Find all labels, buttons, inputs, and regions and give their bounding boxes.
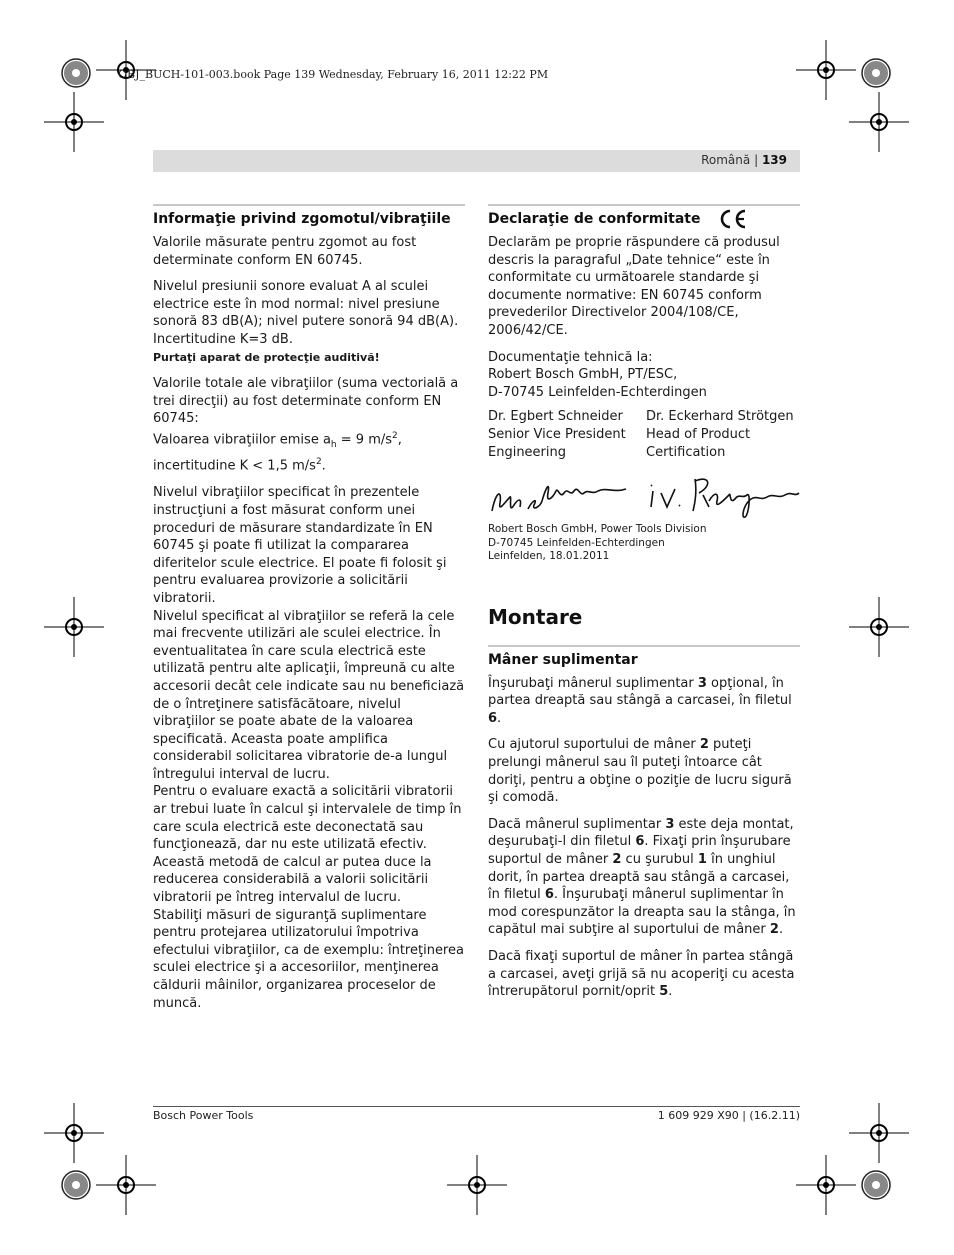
signatory-2-dept: Certification [646, 444, 726, 460]
crosshair-bl2 [44, 1103, 104, 1163]
crosshair-tr2 [849, 92, 909, 152]
printer-line: OBJ_BUCH-101-003.book Page 139 Wednesday, February 16, 2011 12:22 PM [118, 68, 549, 81]
section-rule [488, 204, 800, 206]
noise-paragraph-2: Nivelul presiunii sonore evaluat A al sculei electrice este în mod normal: nivel presiune sonoră 83 dB(A); nivel putere sonoră 94 dB(A). [153, 279, 459, 330]
tech-doc-label: Documentaţie tehnică la: [488, 349, 653, 365]
vibration-paragraph-4: Pentru o evaluare exactă a solicitării vibratorii ar trebui luate în calcul şi intervalele de timp în care scula electrică este deconectată sau funcţionează, dar nu este utilizată efectiv. Această metodă de calcul ar putea duce la reducerea considerabilă a valorii solicitării vibratorii pe întreg intervalul de lucru. [153, 784, 462, 906]
company-line-2: D-70745 Leinfelden-Echterdingen [488, 536, 665, 549]
signatory-1-name: Dr. Egbert Schneider [488, 409, 623, 425]
vibration-paragraph-2: Nivelul vibraţiilor specificat în prezentele instrucţiuni a fost măsurat conform unei proceduri de măsurare standardizate în EN 60745 şi poate fi utilizat la compararea diferitelor scule electrice. El poate fi folosit şi pentru evaluarea provizorie a solicitării vibratorii. [153, 485, 447, 606]
header-language: Română [701, 153, 751, 167]
handle-paragraph-4: Dacă fixaţi suportul de mâner în partea stângă a carcasei, aveţi grijă să nu acoperiţi cu acesta întrerupătorul pornit/oprit 5. [488, 948, 795, 1000]
vibration-paragraph-5: Stabiliţi măsuri de siguranţă suplimentare pentru protejarea utilizatorului împotriva efectului vibraţiilor, ca de exemplu: întreţinerea sculei electrice şi a accesoriilor, menţinerea căldurii mâinilor, organizarea proceselor de muncă. [153, 907, 464, 1011]
signatories [488, 408, 800, 461]
footer-left: Bosch Power Tools [153, 1109, 254, 1122]
footer-right: 1 609 929 X90 | (16.2.11) [657, 1109, 800, 1122]
signatures [488, 471, 800, 523]
signatory-2 [646, 408, 794, 461]
crosshair-mr [849, 597, 909, 657]
company-block [488, 523, 800, 564]
noise-section-title: Informaţie privind zgomotul/vibraţiile [153, 211, 451, 227]
crosshair-bc [447, 1155, 507, 1215]
right-column [488, 204, 800, 1010]
crosshair-bl [96, 1155, 156, 1215]
vibration-paragraph-3: Nivelul specificat al vibraţiilor se referă la cele mai frecvente utilizări ale sculei electrice. În eventualitatea în care scula electrică este utilizată pentru alte aplicaţii, împreună cu alte accesorii decât cele indicate sau nu beneficiază de o întreţinere satisfăcătoare, nivelul vibraţiilor se poate abate de la valoarea specificată. Aceasta poate amplifica considerabil solicitarea vibratorie de-a lungul întregului interval de lucru. [153, 608, 465, 782]
signatory-2-name: Dr. Eckerhard Strötgen [646, 409, 794, 425]
page-number: 139 [761, 153, 787, 167]
crosshair-ml [44, 597, 104, 657]
signatory-1-title: Senior Vice President [488, 426, 626, 442]
signatory-2-title: Head of Product [646, 426, 751, 442]
conformity-section-title: Declaraţie de conformitate [488, 210, 800, 228]
tech-doc-address-2: D-70745 Leinfelden-Echterdingen [488, 384, 707, 400]
signature-right-image [645, 471, 800, 523]
handle-paragraph-2: Cu ajutorul suportului de mâner 2 puteţi prelungi mânerul sau îl puteţi întoarce cât doriţi, pentru a obţine o poziţie de lucru sigură şi comodă. [488, 737, 792, 806]
company-line-3: Leinfelden, 18.01.2011 [488, 550, 610, 563]
noise-paragraph-1: Valorile măsurate pentru zgomot au fost determinate conform EN 60745. [153, 235, 417, 268]
header-text [701, 153, 787, 167]
tech-doc-address-1: Robert Bosch GmbH, PT/ESC, [488, 367, 678, 383]
signature-left-image [488, 471, 645, 523]
section-rule [488, 645, 800, 647]
left-column [153, 204, 465, 1012]
vibration-paragraph-1: Valorile totale ale vibraţiilor (suma vectorială a trei direcţii) au fost determinate conform EN 60745: [153, 376, 459, 427]
footer-rule [153, 1106, 800, 1107]
crosshair-tl2 [44, 92, 104, 152]
company-line-1: Robert Bosch GmbH, Power Tools Division [488, 523, 707, 536]
handle-paragraph-3: Dacă mânerul suplimentar 3 este deja montat, deşurubaţi-l din filetul 6. Fixaţi prin înşurubare suportul de mâner 2 cu şurubul 1 în unghiul dorit, în partea dreaptă sau stângă a carcasei, în filetul 6. Înşurubaţi mânerul suplimentar în mod corespunzător la dreapta sau la stânga, în capătul mai subţire al suportului de mâner 2. [488, 816, 796, 938]
handle-paragraph-1: Înşurubaţi mânerul suplimentar 3 opţional, în partea dreaptă sau stângă a carcasei, în filetul 6. [488, 675, 792, 726]
noise-uncertainty: Incertitudine K=3 dB. [153, 331, 293, 347]
vibration-value: Valoarea vibraţiilor emise $a_h = 9$ $m/s^2$, [153, 430, 402, 450]
page-header [153, 150, 800, 172]
handle-subtitle: Mâner suplimentar [488, 651, 638, 668]
signatory-1-dept: Engineering [488, 444, 566, 460]
crosshair-br2 [849, 1103, 909, 1163]
ce-mark-icon [718, 208, 748, 235]
montare-title: Montare [488, 604, 583, 629]
signatory-1 [488, 408, 646, 461]
hearing-protection-warning: Purtaţi aparat de protecţie auditivă! [153, 350, 380, 364]
vibration-uncertainty: incertitudine K < 1,5 $m/s^2$. [153, 457, 326, 474]
registration-mark-br [846, 1163, 906, 1213]
conformity-paragraph: Declarăm pe proprie răspundere că produsul descris la paragraful „Date tehnice“ este în conformitate cu următoarele standarde şi documente normative: EN 60745 conform prevederilor Directivelor 2004/108/CE, 2006/42/CE. [488, 235, 780, 338]
header-separator: | [754, 153, 759, 167]
section-rule [153, 204, 465, 206]
